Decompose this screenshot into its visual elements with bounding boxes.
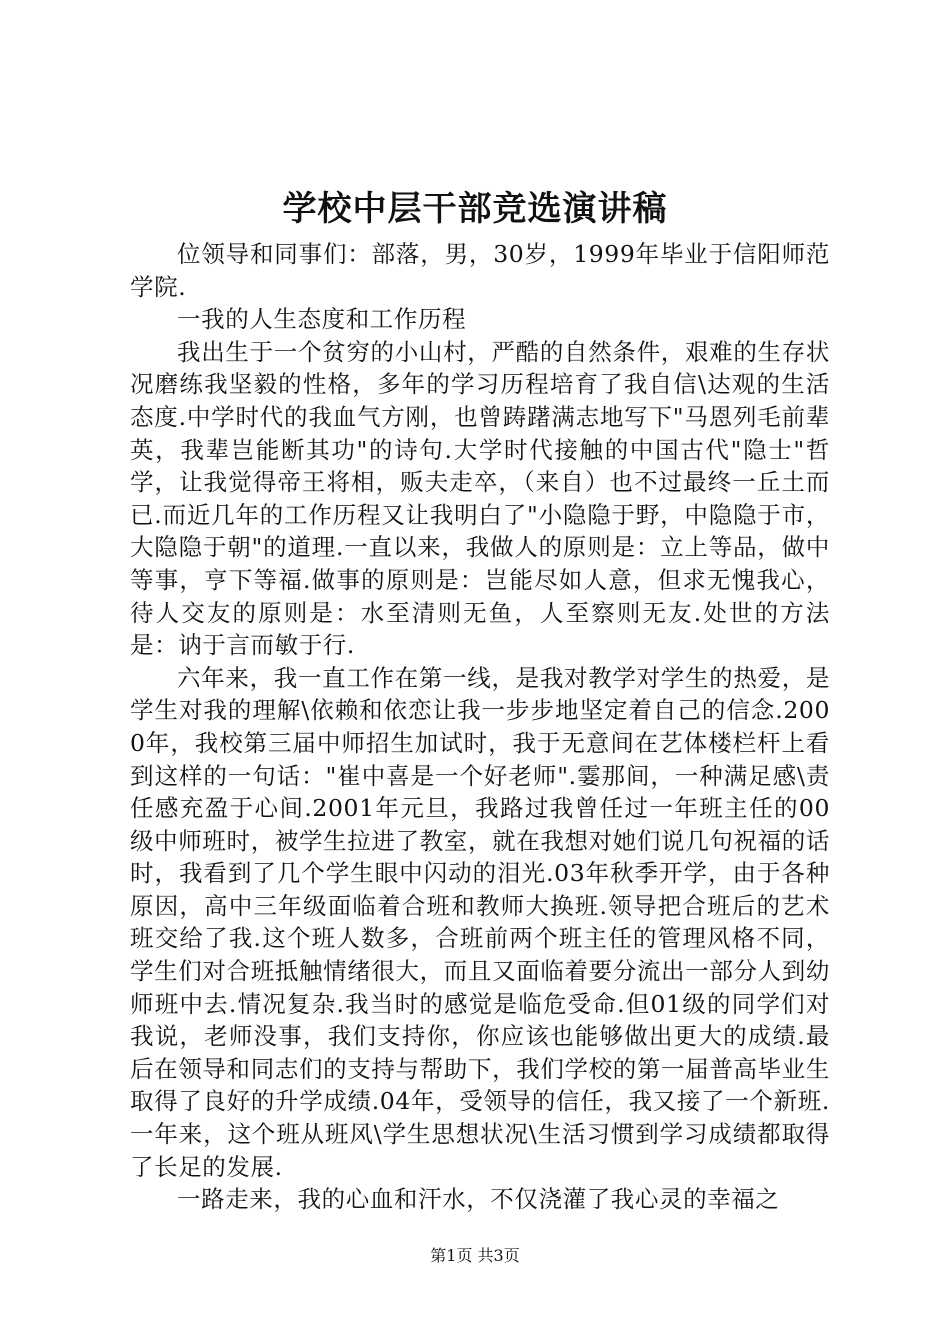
page-number-footer: 第1页 共3页: [430, 1246, 520, 1265]
document-body: [130, 238, 830, 1216]
section-heading: 一我的人生态度和工作历程: [177, 305, 467, 334]
document-title: 学校中层干部竞选演讲稿: [282, 189, 668, 229]
paragraph-work-history: 六年来，我一直工作在第一线，是我对教学对学生的热爱，是学生对我的理解\依赖和依恋让我一步步地坚定着自己的信念.2000年，我校第三届中师招生加试时，我于无意间在艺体楼栏杆上看到这样的一句话："崔中喜是一个好老师".霎那间，一种满足感\责任感充盈于心间.2001年元旦，我路过我曾任过一年班主任的00级中师班时，被学生拉进了教室，就在我想对她们说几句祝福的话时，我看到了几个学生眼中闪动的泪光.03年秋季开学，由于各种原因，高中三年级面临着合班和教师大换班.领导把合班后的艺术班交给了我.这个班人数多，合班前两个班主任的管理风格不同，学生们对合班抵触情绪很大，而且又面临着要分流出一部分人到幼师班中去.情况复杂.我当时的感觉是临危受命.但01级的同学们对我说，老师没事，我们支持你，你应该也能够做出更大的成绩.最后在领导和同志们的支持与帮助下，我们学校的第一届普高毕业生取得了良好的升学成绩.04年，受领导的信任，我又接了一个新班.一年来，这个班从班风\学生思想状况\生活习惯到学习成绩都取得了长足的发展.: [130, 663, 830, 1181]
paragraph-life-attitude: 我出生于一个贫穷的小山村，严酷的自然条件，艰难的生存状况磨练我坚毅的性格，多年的学习历程培育了我自信\达观的生活态度.中学时代的我血气方刚，也曾踌躇满志地写下"马恩列毛前辈英，我辈岂能断其功"的诗句.大学时代接触的中国古代"隐士"哲学，让我觉得帝王将相，贩夫走卒，（来自）也不过最终一丘土而已.而近几年的工作历程又让我明白了"小隐隐于野，中隐隐于市，大隐隐于朝"的道理.一直以来，我做人的原则是：立上等品，做中等事，亨下等福.做事的原则是：岂能尽如人意，但求无愧我心，待人交友的原则是：水至清则无鱼，人至察则无友.处世的方法是：讷于言而敏于行.: [130, 337, 830, 660]
paragraph-greeting: 位领导和同事们：部落，男，30岁，1999年毕业于信阳师范学院.: [130, 240, 830, 301]
paragraph-closing: 一路走来，我的心血和汗水，不仅浇灌了我心灵的幸福之: [177, 1185, 780, 1214]
